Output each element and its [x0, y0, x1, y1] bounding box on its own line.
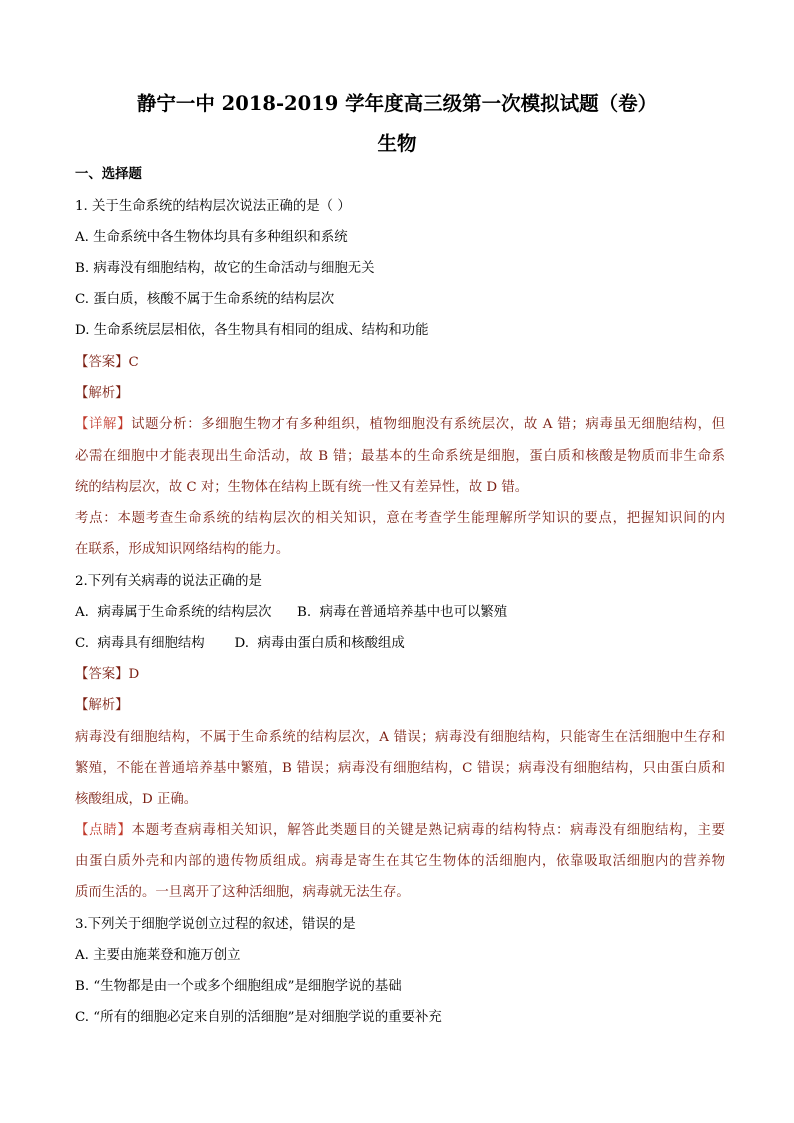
question-2-dianjing-line-3: 质而生活的。一旦离开了这种活细胞，病毒就无法生存。 [75, 885, 410, 900]
question-2-options-row-1: A. 病毒属于生命系统的结构层次 B. 病毒在普通培养基中也可以繁殖 [75, 605, 508, 620]
section-heading: 一、选择题 [75, 166, 142, 182]
question-1-analysis-label: 【解析】 [75, 386, 129, 401]
question-1-detail-line-1: 【详解】试题分析：多细胞生物才有多种组织，植物细胞没有系统层次，故 A 错；病毒虽无细胞结构，但 [75, 417, 725, 432]
question-3-option-a: A. 主要由施莱登和施万创立 [75, 948, 241, 963]
question-2-analysis-line-1: 病毒没有细胞结构，不属于生命系统的结构层次，A 错误；病毒没有细胞结构，只能寄生在活细胞中生存和 [75, 730, 725, 745]
dianjing-tag: 【点睛】 [75, 823, 132, 838]
question-2-analysis-label: 【解析】 [75, 698, 129, 713]
question-1-kaodian-line-2: 在联系，形成知识网络结构的能力。 [75, 542, 290, 557]
question-3-option-c: C. “所有的细胞必定来自别的活细胞”是对细胞学说的重要补充 [75, 1010, 442, 1025]
question-1-detail-line-2: 必需在细胞中才能表现出生命活动，故 B 错；最基本的生命系统是细胞，蛋白质和核酸是物质而非生命系 [75, 449, 725, 464]
document-title: 静宁一中 2018-2019 学年度高三级第一次模拟试题（卷） [136, 92, 658, 115]
question-2-answer: 【答案】D [75, 667, 140, 682]
question-2-dianjing-line-1: 【点睛】本题考查病毒相关知识，解答此类题目的关键是熟记病毒的结构特点：病毒没有细胞结构，主要 [75, 823, 726, 838]
question-1-stem: 1. 关于生命系统的结构层次说法正确的是（ ） [75, 199, 351, 214]
question-1-answer: 【答案】C [75, 355, 139, 370]
question-2-dianjing-line-2: 由蛋白质外壳和内部的遗传物质组成。病毒是寄生在其它生物体的活细胞内，依靠吸取活细胞内的营养物 [75, 854, 725, 869]
question-1-kaodian-line-1: 考点：本题考查生命系统的结构层次的相关知识，意在考查学生能理解所学知识的要点，把握知识间的内 [75, 511, 725, 526]
question-2-analysis-line-3: 核酸组成，D 正确。 [75, 792, 198, 807]
question-1-option-d: D. 生命系统层层相依，各生物具有相同的组成、结构和功能 [75, 323, 429, 338]
question-1-detail-line-3: 统的结构层次，故 C 对；生物体在结构上既有统一性又有差异性，故 D 错。 [75, 480, 529, 495]
question-3-option-b: B. “生物都是由一个或多个细胞组成”是细胞学说的基础 [75, 979, 402, 994]
subject-title: 生物 [377, 132, 417, 155]
question-1-option-b: B. 病毒没有细胞结构，故它的生命活动与细胞无关 [75, 261, 375, 276]
question-2-analysis-line-2: 繁殖，不能在普通培养基中繁殖，B 错误；病毒没有细胞结构，C 错误；病毒没有细胞结构，只由蛋白质和 [75, 761, 725, 776]
question-1-option-a: A. 生命系统中各生物体均具有多种组织和系统 [75, 230, 348, 245]
detail-tag: 【详解】 [75, 417, 132, 432]
question-3-stem: 3.下列关于细胞学说创立过程的叙述，错误的是 [75, 917, 356, 932]
question-2-stem: 2.下列有关病毒的说法正确的是 [75, 574, 262, 589]
question-2-options-row-2: C. 病毒具有细胞结构 D. 病毒由蛋白质和核酸组成 [75, 636, 405, 651]
question-1-option-c: C. 蛋白质，核酸不属于生命系统的结构层次 [75, 292, 335, 307]
